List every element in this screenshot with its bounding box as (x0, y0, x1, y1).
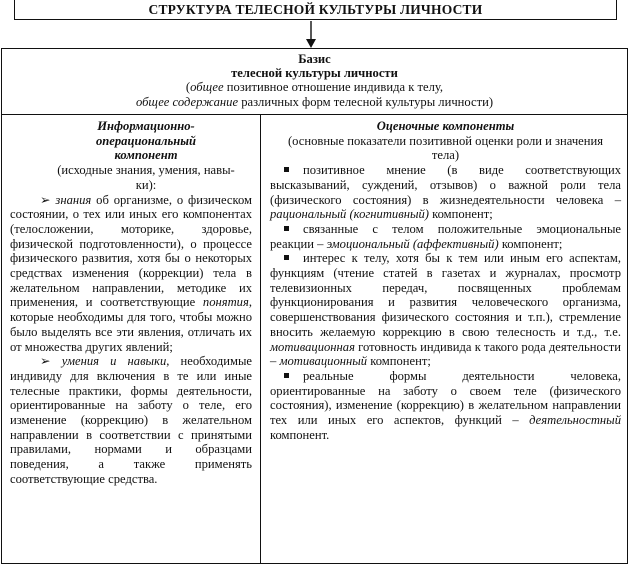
basis-line-2: общее содержание различных форм телесной культуры личности) (135, 94, 494, 109)
left-heading: Информационно- операциональный компонент (95, 119, 197, 163)
list-item-emotional: связанные с телом положительные эмоциональные реакции – эмоциональный (аффективный) компонент; (270, 221, 621, 251)
right-subheading: (основные показатели позитивной оценки роли и значения тела) (287, 133, 604, 163)
basis-line-1: (общее позитивное отношение индивида к телу, (185, 80, 444, 95)
square-bullet-icon (284, 373, 289, 378)
down-arrow-icon (305, 21, 317, 48)
arrow-bullet-icon: ➢ (40, 354, 62, 369)
square-bullet-icon (284, 226, 289, 231)
structure-table (1, 48, 628, 564)
basis-subtitle: телесной культуры личности (231, 66, 398, 81)
basis-title: Базис (298, 52, 331, 66)
basis-section (2, 49, 627, 115)
list-item-activity: реальные формы деятельности человека, ориентированные на заботу о своем теле (физического состояния), изменение (коррекцию) в желательном направлении тех или иных его аспектов, функций – деятельностный компонент. (270, 368, 621, 442)
square-bullet-icon (284, 255, 289, 260)
page-title: СТРУКТУРА ТЕЛЕСНОЙ КУЛЬТУРЫ ЛИЧНОСТИ (14, 0, 617, 20)
list-item-knowledge: ➢ знания об организме, о физическом состоянии, о тех или иных его компонентах (телосложении, моторике, здоровье, физической подготовленности), о процессе физического развития, хотя бы о некоторых средствах изменения (коррекции) тела в желательном направлении, методике их применения, и соответствующие понятия, которые необходимы для того, чтобы можно было выделять все эти явления, отличать их от множества других явлений; (10, 192, 253, 354)
list-item-motivational: интерес к телу, хотя бы к тем или иным его аспектам, функциям (чтение статей в газетах и журналах, просмотр телевизионных передач, посвященных проблемам функционирования и развития человеческого организма, совершенствования физического состояния и т.п.), стремление вносить желаемую коррекцию в свою телесность и т.д., т.е. мотивационная готовность индивида к такого рода деятельности – мотивационный компонент; (270, 251, 621, 369)
list-item-rational: позитивное мнение (в виде соответствующих высказываний, суждений, отзывов) о важной роли тела (физического состояния) в жизнедеятельности человека – рациональный (когнитивный) компонент; (270, 163, 621, 222)
evaluative-column (261, 115, 627, 563)
square-bullet-icon (284, 167, 289, 172)
left-subheading: (исходные знания, умения, навы- ки): (57, 163, 235, 192)
right-heading: Оценочные компоненты (376, 119, 515, 133)
list-item-skills: ➢ умения и навыки, необходимые индивиду для включения в те или иные телесные практики, формы деятельности, ориентированные на заботу о теле, его изменение (коррекцию) в желательном направлении в соответствии с принятыми правилами, нормами и образцами поведения, а также применять соответствующие средства. (10, 354, 253, 486)
informational-column (2, 115, 261, 563)
arrow-bullet-icon: ➢ (40, 192, 56, 207)
